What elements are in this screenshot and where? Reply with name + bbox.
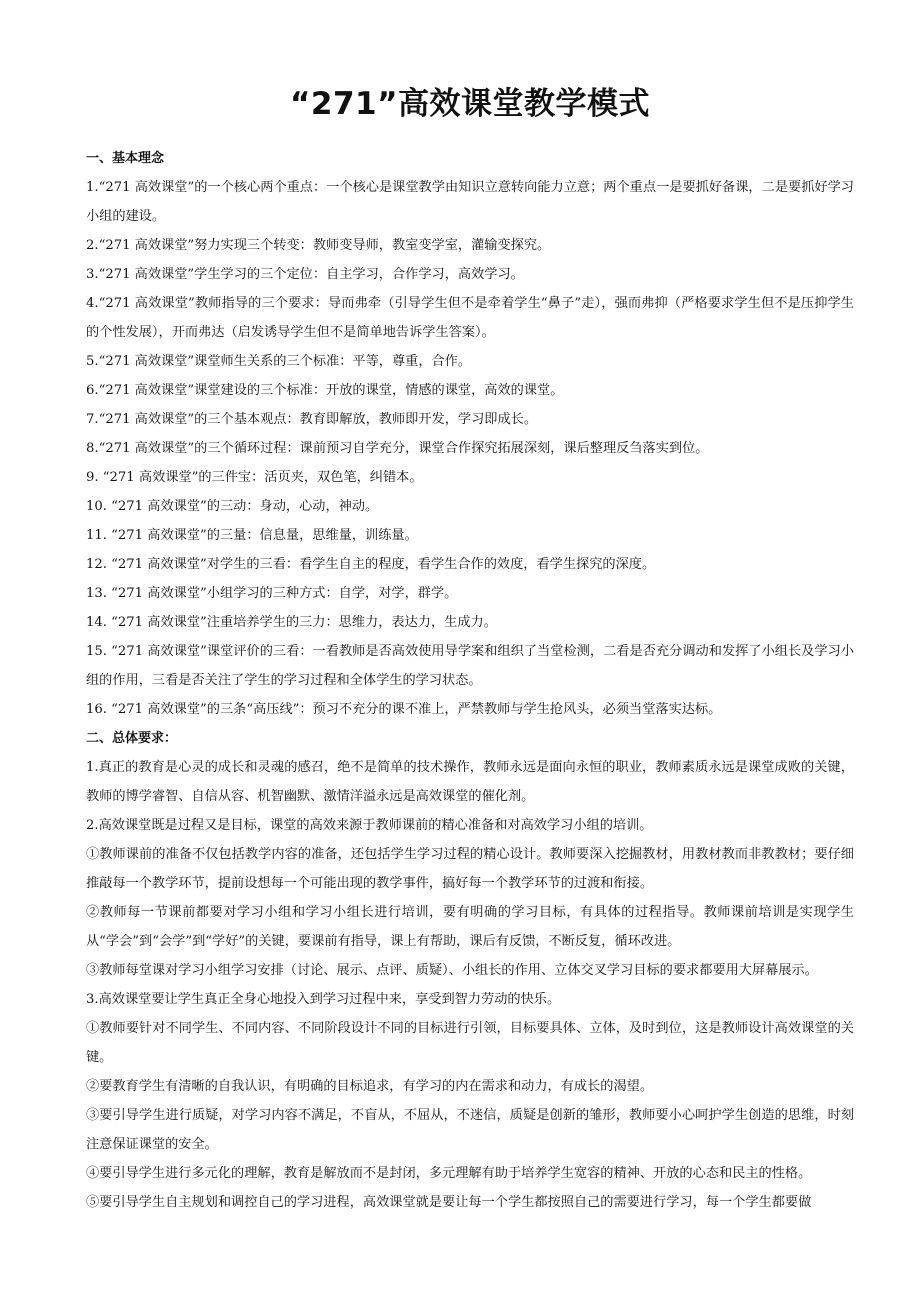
paragraph: 10. “271 高效课堂”的三动：身动，心动，神动。	[86, 499, 379, 514]
paragraph: 9. “271 高效课堂”的三件宝：活页夹，双色笔，纠错本。	[86, 470, 423, 485]
paragraph: 5.“271 高效课堂”课堂师生关系的三个标准：平等，尊重，合作。	[86, 354, 472, 369]
paragraph: 6.“271 高效课堂”课堂建设的三个标准：开放的课堂，情感的课堂，高效的课堂。	[86, 383, 564, 398]
section-basic-concepts	[86, 144, 854, 724]
paragraph: ④要引导学生进行多元化的理解，教育是解放而不是封闭，多元理解有助于培养学生宽容的精神、开放的心态和民主的性格。	[86, 1166, 812, 1181]
paragraph: 12. “271 高效课堂”对学生的三看：看学生自主的程度，看学生合作的效度，看学生探究的深度。	[86, 557, 656, 572]
paragraph: ①教师课前的准备不仅包括教学内容的准备，还包括学生学习过程的精心设计。教师要深入挖掘教材，用教材教而非教教材；要仔细推敲每一个教学环节，提前设想每一个可能出现的教学事件，搞好每一个教学环节的过渡和衔接。	[86, 847, 854, 891]
paragraph: 1.“271 高效课堂”的一个核心两个重点：一个核心是课堂教学由知识立意转向能力立意；两个重点一是要抓好备课，二是要抓好学习小组的建设。	[86, 180, 854, 224]
paragraph: 4.“271 高效课堂”教师指导的三个要求：导而弗牵（引导学生但不是牵着学生“鼻子”走），强而弗抑（严格要求学生但不是压抑学生的个性发展），开而弗达（启发诱导学生但不是简单地告诉学生答案）。	[86, 296, 854, 340]
document-page	[86, 78, 854, 1217]
paragraph: 15. “271 高效课堂”课堂评价的三看：一看教师是否高效使用导学案和组织了当堂检测，二看是否充分调动和发挥了小组长及学习小组的作用，三看是否关注了学生的学习过程和全体学生的学习状态。	[86, 644, 854, 688]
paragraph: 7.“271 高效课堂”的三个基本观点：教育即解放，教师即开发，学习即成长。	[86, 412, 538, 427]
paragraph: ⑤要引导学生自主规划和调控自己的学习进程，高效课堂就是要让每一个学生都按照自己的需要进行学习，每一个学生都要做	[86, 1195, 812, 1210]
paragraph: 2.高效课堂既是过程又是目标，课堂的高效来源于教师课前的精心准备和对高效学习小组的培训。	[86, 818, 653, 833]
document-title: “271”高效课堂教学模式	[290, 86, 650, 122]
section-heading: 一、基本理念	[86, 151, 165, 166]
paragraph: 2.“271 高效课堂”努力实现三个转变：教师变导师，教室变学室，灌输变探究。	[86, 238, 551, 253]
paragraph: 1.真正的教育是心灵的成长和灵魂的感召，绝不是简单的技术操作，教师永远是面向永恒的职业，教师素质永远是课堂成败的关键，教师的博学睿智、自信从容、机智幽默、激情洋溢永远是高效课堂的催化剂。	[86, 760, 854, 804]
section-heading: 二、总体要求：	[86, 731, 178, 746]
paragraph: 3.“271 高效课堂”学生学习的三个定位：自主学习，合作学习，高效学习。	[86, 267, 524, 282]
paragraph: 16. “271 高效课堂”的三条“高压线”：预习不充分的课不准上，严禁教师与学生抢风头，必须当堂落实达标。	[86, 702, 722, 717]
paragraph: ②教师每一节课前都要对学习小组和学习小组长进行培训，要有明确的学习目标，有具体的过程指导。教师课前培训是实现学生从“学会”到“会学”到“学好”的关键，要课前有指导，课上有帮助，课后有反馈，不断反复，循环改进。	[86, 905, 854, 949]
paragraph: 8.“271 高效课堂”的三个循环过程：课前预习自学充分，课堂合作探究拓展深刻，课后整理反刍落实到位。	[86, 441, 709, 456]
section-general-requirements	[86, 724, 854, 1217]
paragraph: 11. “271 高效课堂”的三量：信息量，思维量，训练量。	[86, 528, 418, 543]
paragraph: ③要引导学生进行质疑，对学习内容不满足，不盲从，不屈从，不迷信，质疑是创新的雏形，教师要小心呵护学生创造的思维，时刻注意保证课堂的安全。	[86, 1108, 854, 1152]
paragraph: ③教师每堂课对学习小组学习安排（讨论、展示、点评、质疑）、小组长的作用、立体交叉学习目标的要求都要用大屏幕展示。	[86, 963, 818, 978]
paragraph: 13. “271 高效课堂”小组学习的三种方式：自学，对学，群学。	[86, 586, 458, 601]
paragraph: ②要教育学生有清晰的自我认识，有明确的目标追求，有学习的内在需求和动力，有成长的渴望。	[86, 1079, 654, 1094]
paragraph: 14. “271 高效课堂”注重培养学生的三力：思维力，表达力，生成力。	[86, 615, 497, 630]
paragraph: ①教师要针对不同学生、不同内容、不同阶段设计不同的目标进行引领，目标要具体、立体，及时到位，这是教师设计高效课堂的关键。	[86, 1021, 854, 1065]
paragraph: 3.高效课堂要让学生真正全身心地投入到学习过程中来，享受到智力劳动的快乐。	[86, 992, 561, 1007]
